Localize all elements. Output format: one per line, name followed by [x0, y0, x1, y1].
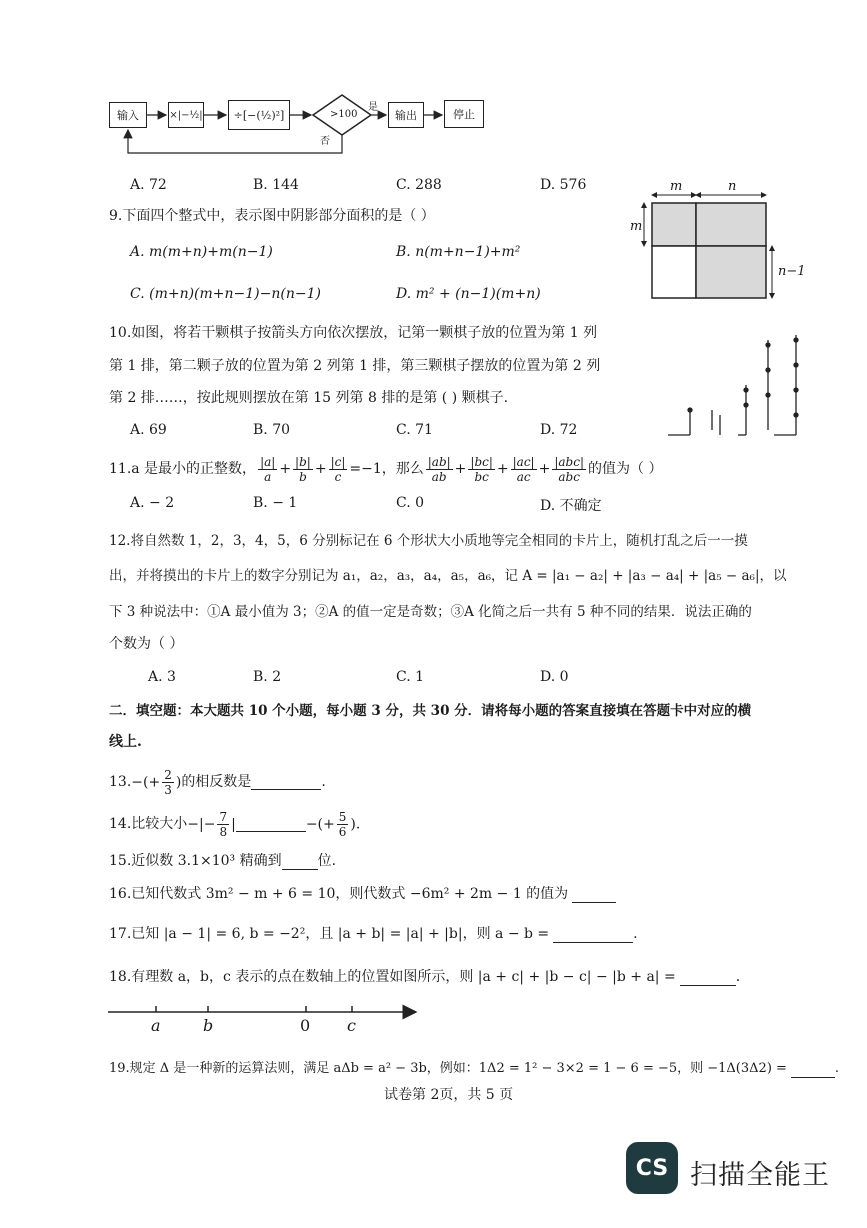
- q17-answer-blank[interactable]: [553, 928, 633, 943]
- q11-option-b: B. − 1: [253, 495, 298, 511]
- q18-label-zero: 0: [300, 1016, 311, 1035]
- q13-expr: −(+ $\frac{2}{3}$ ): [131, 767, 182, 797]
- flow-no-label: 否: [320, 136, 330, 147]
- q9-area-figure: [622, 178, 812, 308]
- q10-line2: 第 1 排，第二颗子放的位置为第 2 列第 1 排，第三颗棋子摆放的位置为第 2 列: [109, 358, 601, 374]
- q11-line: 11.a 是最小的正整数， $\frac{|a|}{a}$ + $\frac{|b|}{b}$ + $\frac{|c|}{c}$ =−1，那么 $\frac{|ab|}{ab}$ + $\frac{|bc|}{bc}$ + $\frac{|ac|}{ac}$ + $\frac{\text{|abc|}}{\text{abc}}$ 的值为（ ）: [109, 454, 663, 484]
- q13-answer-blank[interactable]: [251, 775, 321, 790]
- q9-option-c: C. (m+n)(m+n−1)−n(n−1): [130, 286, 321, 302]
- q14-answer-blank[interactable]: [236, 817, 306, 832]
- q19-line: 19.规定 Δ 是一种新的运算法则，满足 aΔb = a² − 3b，例如：1Δ2 = 1² − 3×2 = 1 − 6 = −5，则 −1Δ(3Δ2) = .: [109, 1061, 840, 1076]
- q9-fig-label-m-left: m: [630, 219, 643, 234]
- flow-yes-label: 是: [368, 102, 378, 113]
- q9-fig-label-m-top: m: [670, 179, 683, 194]
- q11-option-a: A. − 2: [130, 495, 175, 511]
- q18-label-a: a: [151, 1016, 161, 1035]
- q16-answer-blank[interactable]: [572, 888, 616, 903]
- q11-frac-b: $\frac{|b|}{b}$: [295, 454, 311, 484]
- q10-option-c: C. 71: [396, 422, 433, 438]
- q15-answer-blank[interactable]: [282, 855, 318, 870]
- q11-frac-ac: $\frac{|ac|}{ac}$: [512, 454, 535, 484]
- q9-option-b: B. n(m+n−1)+m²: [396, 244, 521, 260]
- q18-line: 18.有理数 a，b，c 表示的点在数轴上的位置如图所示，则 |a + c| + |b − c| − |b + a| = .: [109, 969, 741, 985]
- section2-heading-line2: 线上.: [109, 734, 142, 750]
- q10-option-d: D. 72: [540, 422, 578, 438]
- q9-fig-label-n1-right: n−1: [778, 264, 806, 279]
- flow-input-box: 输入: [109, 102, 147, 128]
- q19-text: 19.规定 Δ 是一种新的运算法则，满足 aΔb = a² − 3b，例如：1Δ2 = 1² − 3×2 = 1 − 6 = −5，则 −1Δ(3Δ2) =: [109, 1061, 787, 1076]
- q18-text: 18.有理数 a，b，c 表示的点在数轴上的位置如图所示，则 |a + c| + |b − c| − |b + a| =: [109, 969, 676, 985]
- flow-condition-text: >100: [330, 109, 358, 120]
- q14-left-expr: −|− $\frac{7}{8}$ |: [187, 809, 236, 839]
- q16-text: 16.已知代数式 3m² − m + 6 = 10，则代数式 −6m² + 2m − 1 的值为: [109, 886, 569, 902]
- q11-frac-ab: $\frac{|ab|}{ab}$: [427, 454, 451, 484]
- q9-stem: 9.下面四个整式中，表示图中阴影部分面积的是（ ）: [109, 208, 435, 224]
- q8-option-c: C. 288: [396, 177, 442, 193]
- q15-text: 15.近似数 3.1×10³ 精确到: [109, 853, 282, 869]
- q10-option-a: A. 69: [130, 422, 167, 438]
- q13-pre: 13.: [109, 774, 132, 790]
- q12-line3: 下 3 种说法中：①A 最小值为 3；②A 的值一定是奇数；③A 化简之后一共有 5 种不同的结果．说法正确的: [109, 604, 752, 620]
- q13-line: 13. −(+ $\frac{2}{3}$ ) 的相反数是 .: [109, 767, 326, 797]
- q11-option-c: C. 0: [396, 495, 425, 511]
- q9-option-a: A. m(m+n)+m(n−1): [130, 244, 273, 260]
- q14-right-expr: −(+ $\frac{5}{6}$ ).: [305, 809, 361, 839]
- flow-multiply-box: ×|−½|: [168, 102, 204, 128]
- q11-option-d: D. 不确定: [540, 498, 602, 514]
- q9-option-d: D. m² + (n−1)(m+n): [396, 286, 541, 302]
- q10-line3: 第 2 排……，按此规则摆放在第 15 列第 8 排的是第 ( ) 颗棋子.: [109, 390, 509, 406]
- camscanner-brand-text: 扫描全能王: [690, 1160, 830, 1191]
- q14-line: [109, 804, 360, 844]
- q8-option-a: A. 72: [130, 177, 167, 193]
- q12-option-c: C. 1: [396, 669, 425, 685]
- q11-mid: =−1，那么: [349, 461, 424, 477]
- q12-line4: 个数为（ ）: [109, 636, 184, 652]
- q13-post: 的相反数是: [181, 774, 252, 790]
- flow-stop-box: 停止: [444, 100, 484, 128]
- q11-post: 的值为（ ）: [588, 461, 663, 477]
- q15-post: 位.: [317, 853, 337, 869]
- q8-option-b: B. 144: [253, 177, 299, 193]
- q17-line: 17.已知 |a − 1| = 6, b = −2²，且 |a + b| = |a| + |b|，则 a − b = .: [109, 926, 638, 942]
- q18-label-b: b: [203, 1016, 214, 1035]
- q14-pre: 14.比较大小: [109, 816, 188, 832]
- q12-line1: 12.将自然数 1，2，3，4，5，6 分别标记在 6 个形状大小质地等完全相同的卡片上，随机打乱之后一一摸: [109, 533, 748, 549]
- q17-text: 17.已知 |a − 1| = 6, b = −2²，且 |a + b| = |a| + |b|，则 a − b =: [109, 926, 550, 942]
- q10-line1: 10.如图，将若干颗棋子按箭头方向依次摆放，记第一颗棋子放的位置为第 1 列: [109, 325, 598, 341]
- q16-line: [109, 885, 616, 903]
- q12-line2: 出，并将摸出的卡片上的数字分别记为 a₁，a₂，a₃，a₄，a₅，a₆，记 A = |a₁ − a₂| + |a₃ − a₄| + |a₅ − a₆|，以: [109, 568, 787, 584]
- q12-option-a: A. 3: [148, 669, 176, 685]
- q12-option-d: D. 0: [540, 669, 569, 685]
- q11-frac-bc: $\frac{|bc|}{bc}$: [470, 454, 493, 484]
- q15-line: [109, 852, 336, 870]
- q10-option-b: B. 70: [253, 422, 291, 438]
- q11-frac-c: $\frac{|c|}{c}$: [330, 454, 346, 484]
- q9-fig-label-n-top: n: [728, 179, 737, 194]
- flow-arrows: [0, 0, 867, 200]
- flow-divide-box: ÷[−(½)²]: [228, 100, 290, 130]
- q12-option-b: B. 2: [253, 669, 282, 685]
- flow-output-box: 输出: [388, 102, 424, 128]
- camscanner-logo-icon: CS: [626, 1142, 678, 1194]
- q11-frac-a: $\frac{|a|}{a}$: [260, 454, 276, 484]
- q18-label-c: c: [347, 1016, 356, 1035]
- q18-answer-blank[interactable]: [680, 971, 736, 986]
- q11-frac-abc: $\frac{\text{|abc|}}{\text{abc}}$: [554, 454, 584, 484]
- q10-chess-arrow-figure: [660, 330, 810, 440]
- q8-option-d: D. 576: [540, 177, 587, 193]
- section2-heading-line1: 二．填空题：本大题共 10 个小题，每小题 3 分，共 30 分．请将每小题的答案直接填在答题卡中对应的横: [109, 703, 752, 719]
- q11-pre: 11.a 是最小的正整数，: [109, 461, 257, 477]
- q19-answer-blank[interactable]: [791, 1063, 835, 1078]
- page-footer: 试卷第 2页，共 5 页: [384, 1087, 514, 1103]
